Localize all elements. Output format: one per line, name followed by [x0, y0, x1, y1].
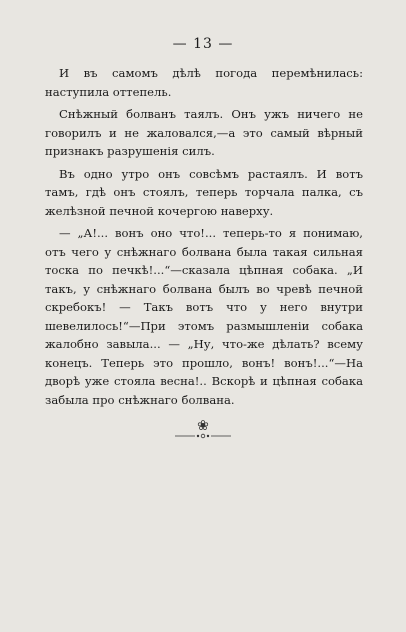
paragraph-dog-speech: — „А!... вонъ оно что!... теперь-то я понимаю, отъ чего у снѣжнаго болвана была такая сильная тоска по печкѣ!...“—сказала цѣпная собака. „И такъ, у снѣжнаго болвана былъ во чревѣ печной скребокъ! — Такъ вотъ что у него внутри шевелилось!“—При этомъ размышленіи собака жалобно завыла... — „Ну, что-же дѣлать? всему конецъ. Теперь это прошло, вонъ! вонъ!...“—На дворѣ уже стояла весна!.. Вскорѣ и цѣпная собака забыла про снѣжнаго болвана.	[45, 226, 363, 407]
paragraph-thaw: И въ самомъ дѣлѣ погода перемѣнилась: наступила оттепель.	[45, 66, 363, 99]
body-text	[45, 64, 363, 413]
paragraph-melting: Снѣжный болванъ таялъ. Онъ ужъ ничего не говорилъ и не жаловался,—а это самый вѣрный признакъ разрушенія силъ.	[45, 107, 363, 158]
decorative-rule-icon	[0, 432, 406, 440]
page-number: — 13 —	[172, 36, 234, 52]
flower-ornament-icon: ❀	[197, 418, 209, 434]
paragraph-melted: Въ одно утро онъ совсѣмъ растаялъ. И вотъ тамъ, гдѣ онъ стоялъ, теперь торчала палка, съ желѣзной печной кочергою наверху.	[45, 166, 363, 218]
